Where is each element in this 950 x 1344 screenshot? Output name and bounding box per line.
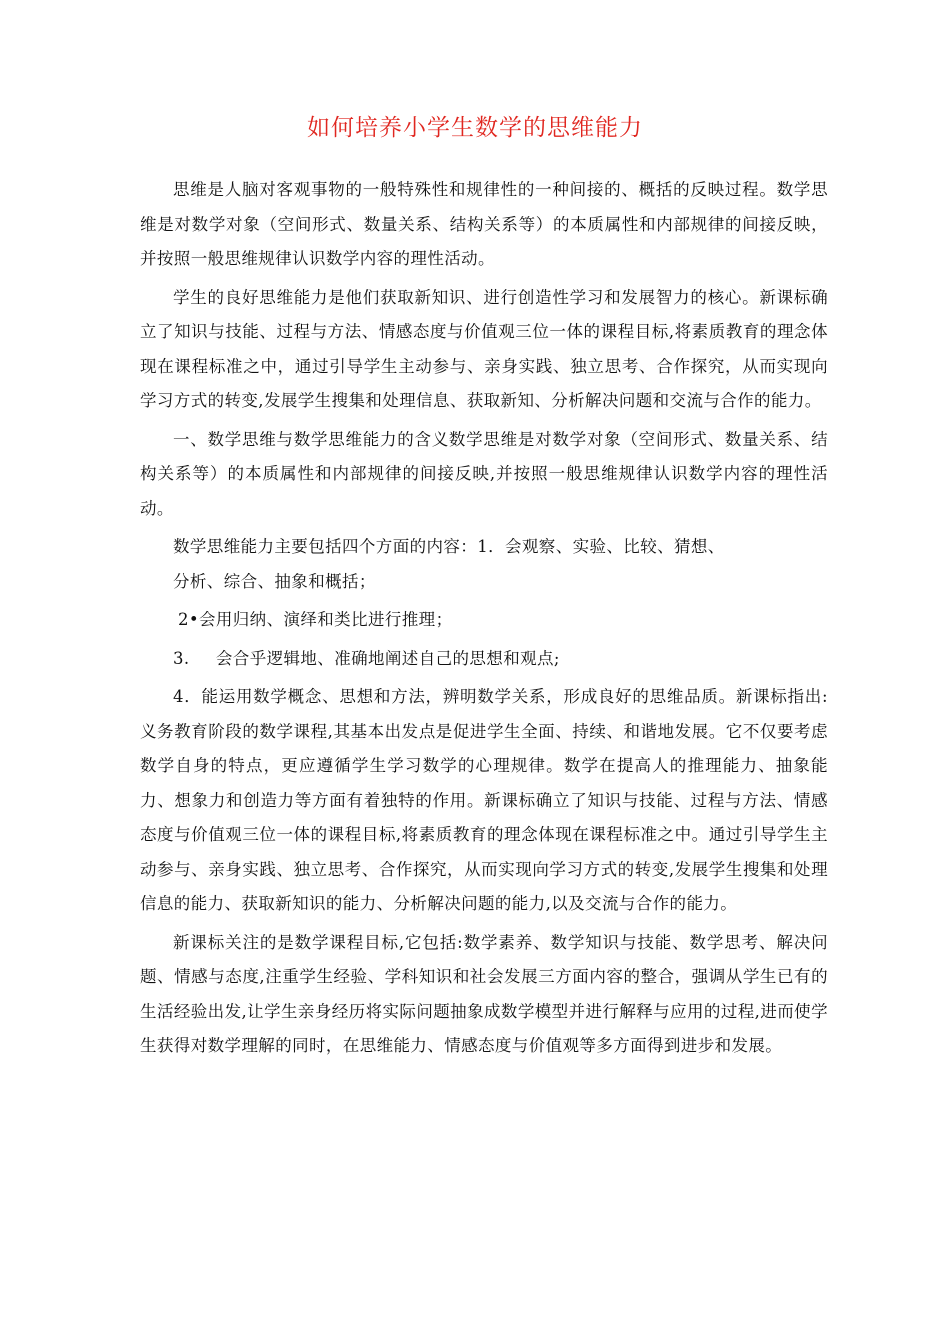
list-item-3-number: 3. xyxy=(173,648,190,668)
list-item-3-text: 会合乎逻辑地、准确地阐述自己的思想和观点; xyxy=(215,648,560,668)
list-intro: 数学思维能力主要包括四个方面的内容：1．会观察、实验、比较、猜想、 xyxy=(173,537,725,556)
paragraph-core-ability: 学生的良好思维能力是他们获取新知识、进行创造性学习和发展智力的核心。新课标确立了知识与技能、过程与方法、情感态度与价值观三位一体的课程目标,将素质教育的理念体现在课程标准之中，通过引导学生主动参与、亲身实践、独立思考、合作探究，从而实现向学习方式的转变,发展学生搜集和处理信息、获取新知、分析解决问题和交流与合作的能力。 xyxy=(140,287,828,410)
paragraph-definition: 思维是人脑对客观事物的一般特殊性和规律性的一种间接的、概括的反映过程。数学思维是对数学对象（空间形式、数量关系、结构关系等）的本质属性和内部规律的间接反映，并按照一般思维规律认识数学内容的理性活动。 xyxy=(140,180,828,268)
list-item-2: 2•会用归纳、演绎和类比进行推理； xyxy=(177,610,453,629)
paragraph-section-one: 一、数学思维与数学思维能力的含义数学思维是对数学对象（空间形式、数量关系、结构关系等）的本质属性和内部规律的间接反映,并按照一般思维规律认识数学内容的理性活动。 xyxy=(140,429,828,518)
list-item-4: 4．能运用数学概念、思想和方法，辨明数学关系，形成良好的思维品质。新课标指出:义务教育阶段的数学课程,其基本出发点是促进学生全面、持续、和谐地发展。它不仅要考虑数学自身的特点，更应遵循学生学习数学的心理规律。数学在提高人的推理能力、抽象能力、想象力和创造力等方面有着独特的作用。新课标确立了知识与技能、过程与方法、情感态度与价值观三位一体的课程目标,将素质教育的理念体现在课程标准之中。通过引导学生主动参与、亲身实践、独立思考、合作探究，从而实现向学习方式的转变,发展学生搜集和处理信息的能力、获取新知识的能力、分析解决问题的能力,以及交流与合作的能力。 xyxy=(140,687,828,913)
paragraph-closing: 新课标关注的是数学课程目标,它包括:数学素养、数学知识与技能、数学思考、解决问题、情感与态度,注重学生经验、学科知识和社会发展三方面内容的整合，强调从学生已有的生活经验出发,让学生亲身经历将实际问题抽象成数学模型并进行解释与应用的过程,进而使学生获得对数学理解的同时，在思维能力、情感态度与价值观等多方面得到进步和发展。 xyxy=(140,932,828,1055)
list-intro-continued: 分析、综合、抽象和概括； xyxy=(173,571,376,591)
list-item-3 xyxy=(140,642,828,677)
document-body xyxy=(140,173,828,1064)
document-title: 如何培养小学生数学的思维能力 xyxy=(307,115,643,141)
